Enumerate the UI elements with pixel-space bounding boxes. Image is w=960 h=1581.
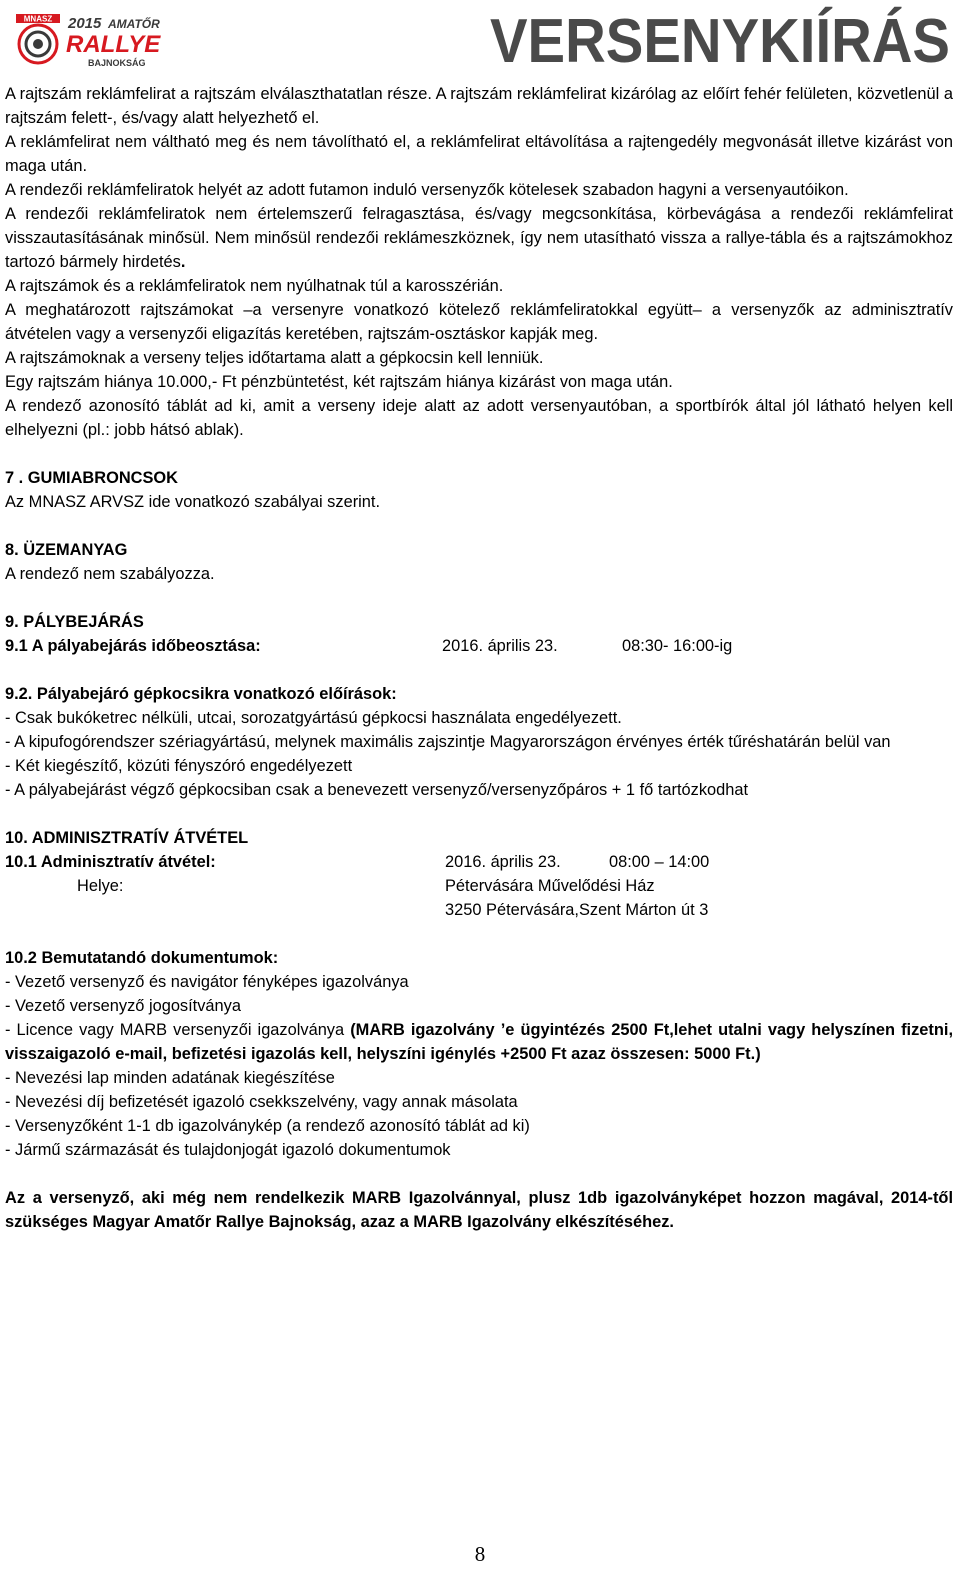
list-item — [5, 1018, 953, 1066]
rallye-logo-amator: AMATŐR — [108, 17, 160, 31]
admin-time: 08:00 – 14:00 — [609, 853, 710, 871]
page-number: 8 — [474, 1542, 486, 1566]
mnasz-logo-text: MNASZ — [23, 14, 53, 24]
list-item: - Jármű származását és tulajdonjogát igazoló dokumentumok — [5, 1141, 451, 1159]
schedule-row — [5, 634, 953, 658]
section-heading: 8. ÜZEMANYAG — [5, 541, 128, 559]
subsection-heading: 9.2. Pályabejáró gépkocsikra vonatkozó előírások: — [5, 685, 397, 703]
paragraph: A meghatározott rajtszámokat –a versenyre vonatkozó kötelező reklámfeliratokkal együtt– a versenyzők az adminisztratív átvételen vagy a versenyzői eligazítás keretében, rajtszám-osztáskor kapják meg. — [5, 301, 953, 343]
rallye-logo-main: RALLYE — [66, 31, 161, 58]
paragraph: Egy rajtszám hiánya 10.000,- Ft pénzbüntetést, két rajtszám hiánya kizárást von maga után. — [5, 373, 673, 391]
list-item: - Nevezési lap minden adatának kiegészítése — [5, 1069, 335, 1087]
document-body — [5, 82, 953, 1234]
place-row — [5, 874, 953, 898]
list-item: - Vezető versenyző jogosítványa — [5, 997, 241, 1015]
rallye-logo-year: 2015 — [68, 15, 102, 32]
section-heading: 10. ADMINISZTRATÍV ÁTVÉTEL — [5, 829, 249, 847]
list-item: - A kipufogórendszer szériagyártású, melynek maximális zajszintje Magyarországon érvényes érték tűréshatárán belül van — [5, 733, 891, 751]
paragraph: A reklámfelirat nem váltható meg és nem távolítható el, a reklámfelirat eltávolítása a rajtengedély megvonását illetve kizárást von maga után. — [5, 133, 953, 175]
page-header — [0, 0, 960, 80]
admin-row — [5, 850, 953, 874]
address-row — [5, 898, 953, 922]
closing-note: Az a versenyző, aki még nem rendelkezik MARB Igazolvánnyal, plusz 1db igazolványképet hozzon magával, 2014-től szükséges Magyar Amatőr Rallye Bajnokság, azaz a MARB Igazolvány elkészítéséhez. — [5, 1189, 953, 1231]
spacer — [5, 1162, 953, 1186]
section-heading: 9. PÁLYBEJÁRÁS — [5, 613, 144, 631]
paragraph: A rajtszámoknak a verseny teljes időtartama alatt a gépkocsin kell lenniük. — [5, 349, 544, 367]
list-item: - Versenyzőként 1-1 db igazolványkép (a rendező azonosító táblát ad ki) — [5, 1117, 530, 1135]
paragraph: A rendezői reklámfeliratok helyét az adott futamon induló versenyzők kötelesek szabadon hagyni a versenyautóikon. — [5, 181, 849, 199]
section-text: Az MNASZ ARVSZ ide vonatkozó szabályai szerint. — [5, 493, 381, 511]
place-name: Pétervására Művelődési Ház — [445, 877, 655, 895]
list-item: - Két kiegészítő, közúti fényszóró engedélyezett — [5, 757, 353, 775]
spacer — [5, 922, 953, 946]
spacer — [5, 658, 953, 682]
rallye-logo — [64, 12, 174, 70]
spacer — [5, 514, 953, 538]
section-heading: 7 . GUMIABRONCSOK — [5, 469, 179, 487]
schedule-time: 08:30- 16:00-ig — [622, 637, 733, 655]
licence-note: (MARB igazolvány ’e ügyintézés 2500 Ft,lehet utalni vagy helyszínen fizetni, visszaigazoló e-mail, befizetési igazolás kell, helyszíni igénylés +2500 Ft azaz összesen: 5000 Ft.) — [5, 1021, 954, 1063]
spacer — [5, 802, 953, 826]
list-item: - Vezető versenyző és navigátor fényképes igazolványa — [5, 973, 409, 991]
list-item: - A pályabejárást végző gépkocsiban csak a benevezett versenyző/versenyzőpáros + 1 fő tartózkodhat — [5, 781, 749, 799]
rallye-logo-sub: BAJNOKSÁG — [88, 58, 146, 68]
mnasz-logo — [14, 14, 62, 66]
admin-date: 2016. április 23. — [445, 853, 561, 871]
admin-label: 10.1 Adminisztratív átvétel: — [5, 853, 216, 871]
list-item: - Nevezési díj befizetését igazoló csekkszelvény, vagy annak másolata — [5, 1093, 518, 1111]
place-label: Helye: — [77, 877, 124, 895]
spacer — [5, 586, 953, 610]
header-title: VERSENYKIÍRÁS — [490, 7, 950, 72]
spacer — [5, 442, 953, 466]
header-title-logo — [484, 6, 954, 72]
section-text: A rendező nem szabályozza. — [5, 565, 215, 583]
list-item: - Csak bukóketrec nélküli, utcai, sorozatgyártású gépkocsi használata engedélyezett. — [5, 709, 622, 727]
schedule-date: 2016. április 23. — [442, 637, 558, 655]
paragraph: A rajtszámok és a reklámfeliratok nem nyúlhatnak túl a karosszérián. — [5, 277, 504, 295]
schedule-label: 9.1 A pályabejárás időbeosztása: — [5, 637, 261, 655]
paragraph: A rajtszám reklámfelirat a rajtszám elválaszthatatlan része. A rajtszám reklámfelirat kizárólag az előírt fehér felületen, közvetlenül a rajtszám felett-, és/vagy alatt helyezhető el. — [5, 85, 953, 127]
paragraph — [5, 202, 953, 274]
paragraph-text: A rendezői reklámfeliratok nem értelemszerű felragasztása, és/vagy megcsonkítása, körbevágása a rendezői reklámfelirat visszautasításának minősül. Nem minősül rendezői reklámeszköznek, így nem utasítható vissza a rallye-tábla és a rajtszámokhoz tartozó bármely hirdetés — [5, 205, 953, 271]
licence-text: - Licence vagy MARB versenyzői igazolványa — [5, 1021, 351, 1039]
subsection-heading: 10.2 Bemutatandó dokumentumok: — [5, 949, 279, 967]
place-address: 3250 Pétervására,Szent Márton út 3 — [445, 901, 709, 919]
paragraph: A rendező azonosító táblát ad ki, amit a verseny ideje alatt az adott versenyautóban, a sportbírók által jól látható helyen kell elhelyezni (pl.: jobb hátsó ablak). — [5, 397, 953, 439]
paragraph-period: . — [180, 253, 186, 271]
